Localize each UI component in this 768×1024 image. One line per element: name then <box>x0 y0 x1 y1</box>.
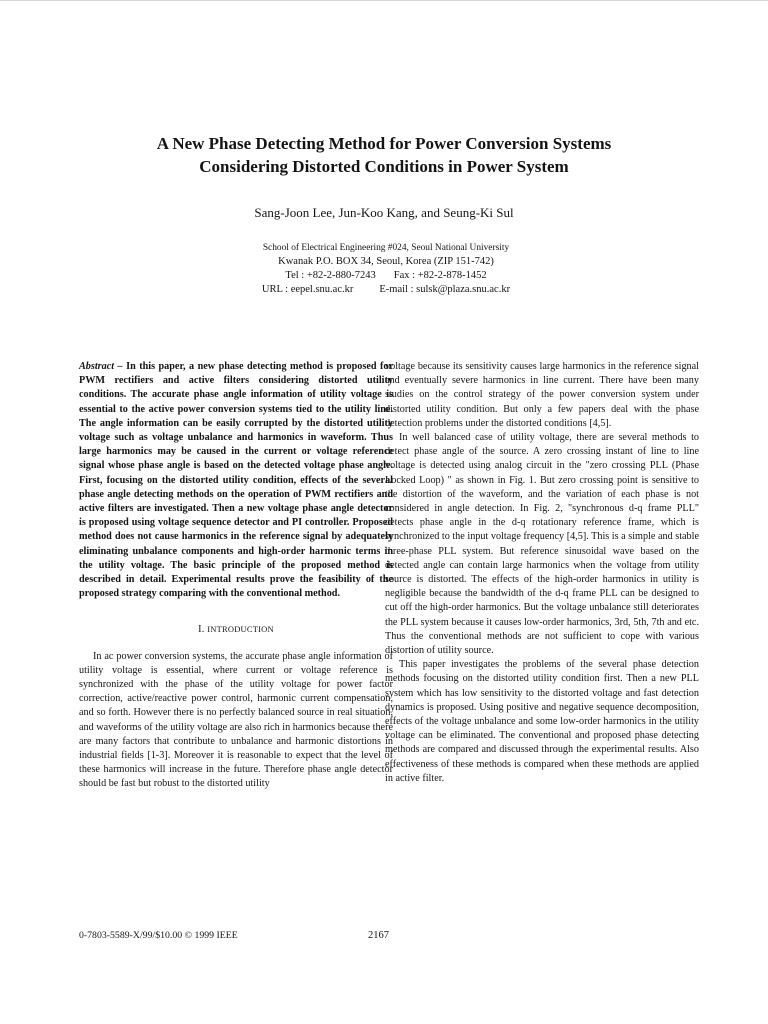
abstract-lead: Abstract – <box>79 361 123 372</box>
paper-title <box>60 132 708 178</box>
abstract <box>79 360 393 601</box>
left-column <box>79 360 393 792</box>
url-text: URL : eepel.snu.ac.kr <box>261 284 354 295</box>
right-paragraph-1: voltage because its sensitivity causes large harmonics in the reference signal and eventually severe harmonics in line current. There have been many studies on the control strategy of the power conversion system under distorted utility condition. But only a few papers deal with the phase detection problems under the distorted conditions [4,5]. <box>385 361 699 429</box>
author-list: Sang-Joon Lee, Jun-Koo Kang, and Seung-Ki Sul <box>254 205 514 220</box>
title-line-2: Considering Distorted Conditions in Power System <box>199 157 569 176</box>
intro-paragraph-1: In ac power conversion systems, the accurate phase angle information of utility voltage is essential, where current or voltage reference is synchronized with the phase of the utility voltage for power factor correction, active/reactive power control, harmonic current compensation, and so forth. However there is no perfectly balanced source in real situation, and waveforms of the utility voltage are also rich in harmonics because there are many factors that contribute to unbalance and harmonic distortions in industrial fields [1-3]. Moreover it is reasonable to expect that the level of these harmonics will increase in the future. Therefore phase angle detector should be fast but robust to the distorted utility <box>79 650 393 790</box>
top-border-line <box>0 0 768 1</box>
page-number: 2167 <box>368 930 389 941</box>
section-number: I. <box>198 624 205 636</box>
affiliation-line-2: Kwanak P.O. BOX 34, Seoul, Korea (ZIP 151-742) <box>278 256 494 267</box>
email-text: E-mail : sulsk@plaza.snu.ac.kr <box>379 284 511 295</box>
abstract-text: In this paper, a new phase detecting method is proposed for PWM rectifiers and active filters considering distorted utility conditions. The accurate phase angle information of utility voltage is essential to the active power conversion systems tied to the utility line. The angle information can be easily corrupted by the distorted utility voltage such as voltage unbalance and harmonics in waveform. Thus large harmonics may be caused in the current or voltage reference signal whose phase angle is based on the detected voltage phase angle. First, focusing on the distorted utility condition, effects of the several phase angle detecting methods on the operation of PWM rectifiers and active filters are investigated. Then a new voltage phase angle detector is proposed using voltage sequence detector and PI controller. Proposed method does not cause harmonics in the reference signal by adequately eliminating unbalance components and high-order harmonic terms in the utility voltage. The basic principle of the proposed method is described in detail. Experimental results prove the feasibility of the proposed strategy comparing with the conventional method. <box>79 361 393 600</box>
affiliation-block <box>236 241 536 297</box>
title-line-1: A New Phase Detecting Method for Power Conversion Systems <box>156 134 612 153</box>
web-row <box>236 283 536 297</box>
right-paragraph-3: This paper investigates the problems of the several phase detection methods focusing on the distorted utility condition first. Then a new PLL system which has low sensitivity to the distorted voltage and fast detection dynamics is proposed. Using positive and negative sequence decomposition, effects of the voltage unbalance and some low-order harmonics in the utility voltage can be eliminated. The conventional and proposed phase detecting methods are compared and discussed through the experimental results. Also effectiveness of these methods is compared when these methods are applied in active filter. <box>385 659 699 784</box>
copyright-footer: 0-7803-5589-X/99/$10.00 © 1999 IEEE <box>79 930 238 941</box>
affiliation-line-1: School of Electrical Engineering #024, Seoul National University <box>262 243 510 253</box>
section-title: INTRODUCTION <box>207 624 274 635</box>
phone-row <box>236 269 536 283</box>
tel-text: Tel : +82-2-880-7243 <box>285 270 376 281</box>
section-heading-introduction <box>79 622 393 637</box>
fax-text: Fax : +82-2-878-1452 <box>393 270 487 281</box>
right-column <box>385 360 699 786</box>
right-paragraph-2: In well balanced case of utility voltage, there are several methods to detect phase angle of the source. A zero crossing instant of line to line voltage is detected using analog circuit in the "zero crossing PLL (Phase Locked Loop) " as shown in Fig. 1. But zero crossing point is sensitive to the distortion of the waveform, and the variation of each phase is not considered in angle detection. In Fig. 2, "synchronous d-q frame PLL" detects phase angle in the d-q rotationary reference frame, which is synchronized to the input voltage frequency [4,5]. This is a simple and stable three-phase PLL system. But reference sinusoidal wave based on the detected angle can contain large harmonics when the voltage from utility source is distorted. The effects of the high-order harmonics in utility is negligible because the bandwidth of the d-q frame PLL can be designed to cut off the high-order harmonics. But the voltage unbalance still deteriorates the PLL system because it causes low-order harmonics, 3rd, 5th, 7th and etc. Thus the conventional methods are not sufficient to cope with various distortion of utility source. <box>385 432 699 657</box>
